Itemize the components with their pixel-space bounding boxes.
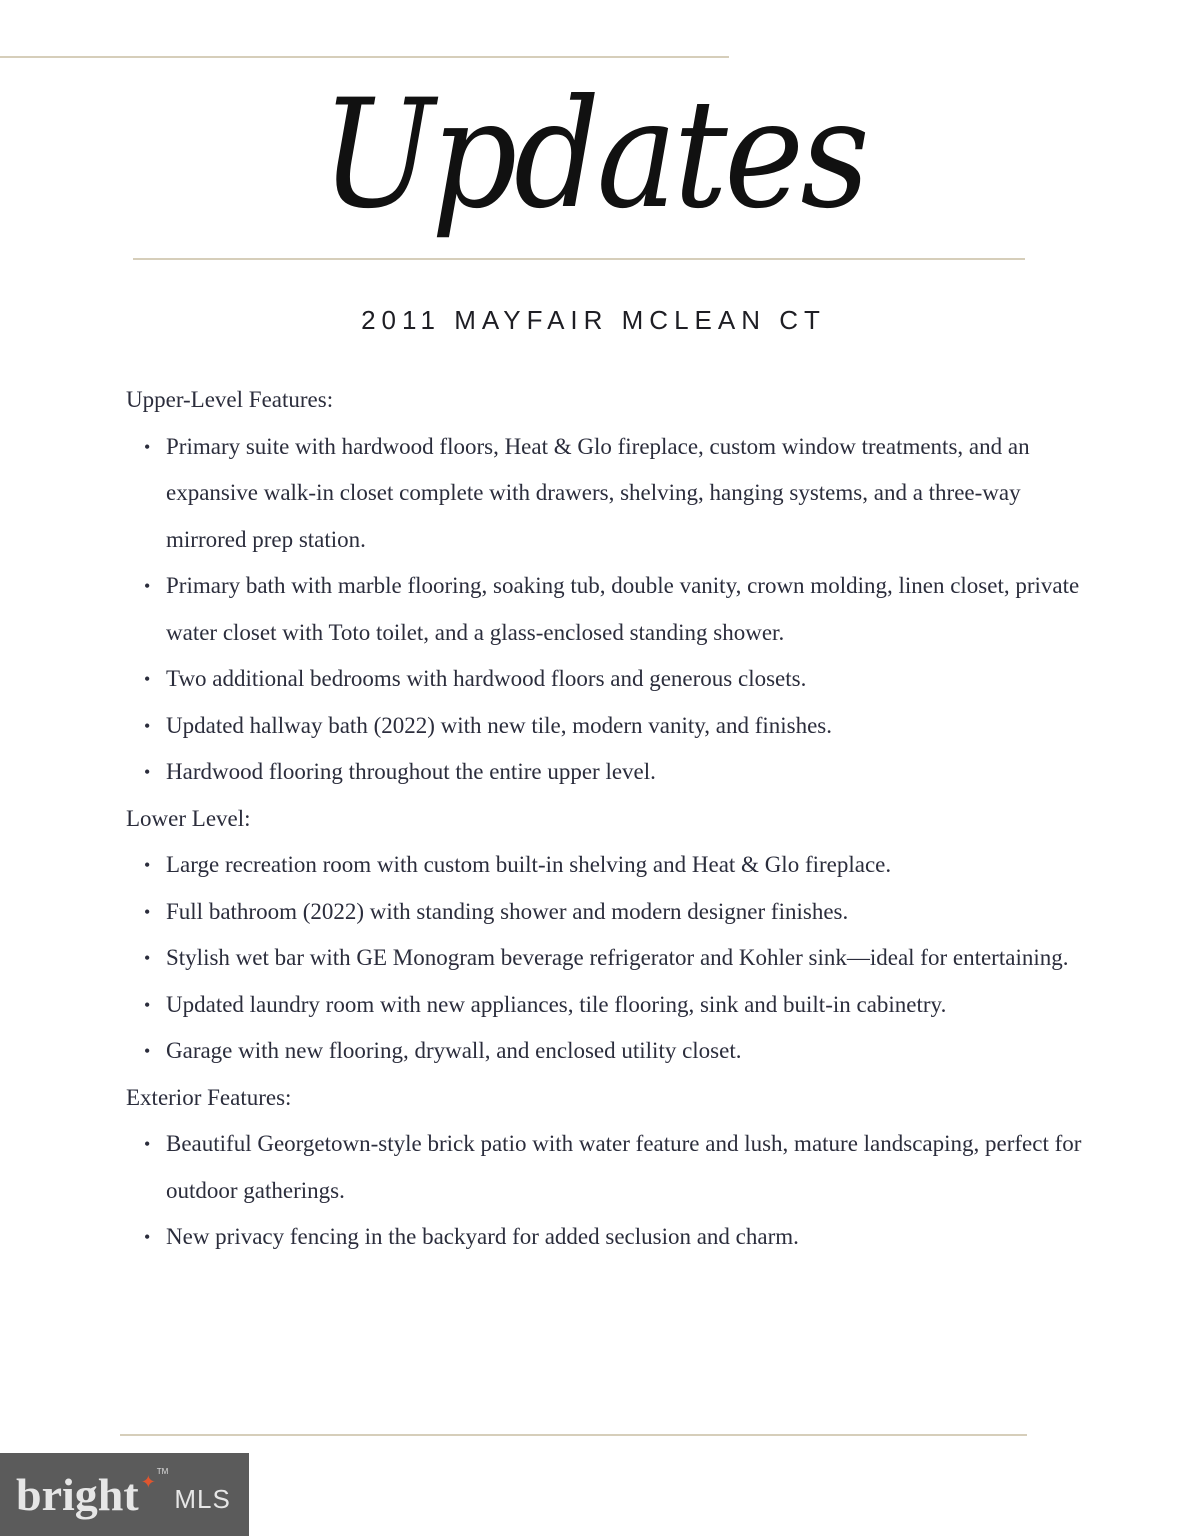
list-item: • Full bathroom (2022) with standing shower and modern designer finishes. <box>166 889 1086 936</box>
logo-suffix: MLS <box>174 1483 231 1514</box>
feature-list <box>126 842 1086 1075</box>
list-item: • Primary bath with marble flooring, soaking tub, double vanity, crown molding, linen closet, private water closet with Toto toilet, and a glass-enclosed standing shower. <box>166 563 1086 656</box>
features-content <box>126 377 1086 1261</box>
logo-brand: bright <box>16 1468 139 1520</box>
top-divider <box>0 56 729 58</box>
list-item: • Stylish wet bar with GE Monogram beverage refrigerator and Kohler sink—ideal for entertaining. <box>166 935 1086 982</box>
section-heading: Lower Level: <box>126 805 251 831</box>
list-item: • Large recreation room with custom built-in shelving and Heat & Glo fireplace. <box>166 842 1086 889</box>
feature-list <box>126 1121 1086 1261</box>
list-item: • Beautiful Georgetown-style brick patio with water feature and lush, mature landscaping, perfect for outdoor gatherings. <box>166 1121 1086 1214</box>
bottom-divider <box>120 1434 1027 1436</box>
feature-list <box>126 424 1086 796</box>
star-icon: ✦ <box>140 1472 156 1492</box>
section-heading: Upper-Level Features: <box>126 387 334 412</box>
list-item: • Primary suite with hardwood floors, Heat & Glo fireplace, custom window treatments, and an expansive walk-in closet complete with drawers, shelving, hanging systems, and a three-way mirrored prep station. <box>166 424 1086 564</box>
list-item: • Hardwood flooring throughout the entire upper level. <box>166 749 1086 796</box>
list-item: • Updated hallway bath (2022) with new tile, modern vanity, and finishes. <box>166 703 1086 750</box>
logo-tm: TM <box>156 1467 169 1476</box>
list-item: • Updated laundry room with new appliances, tile flooring, sink and built-in cabinetry. <box>166 982 1086 1029</box>
title-divider <box>133 258 1025 260</box>
list-item: • Garage with new flooring, drywall, and enclosed utility closet. <box>166 1028 1086 1075</box>
list-item: • Two additional bedrooms with hardwood floors and generous closets. <box>166 656 1086 703</box>
list-item: • New privacy fencing in the backyard for added seclusion and charm. <box>166 1214 1086 1261</box>
section-heading: Exterior Features: <box>126 1084 292 1110</box>
property-address: 2011 MAYFAIR MCLEAN CT <box>361 305 826 335</box>
bright-mls-logo <box>0 1453 249 1536</box>
page-title: Updates <box>320 68 867 242</box>
